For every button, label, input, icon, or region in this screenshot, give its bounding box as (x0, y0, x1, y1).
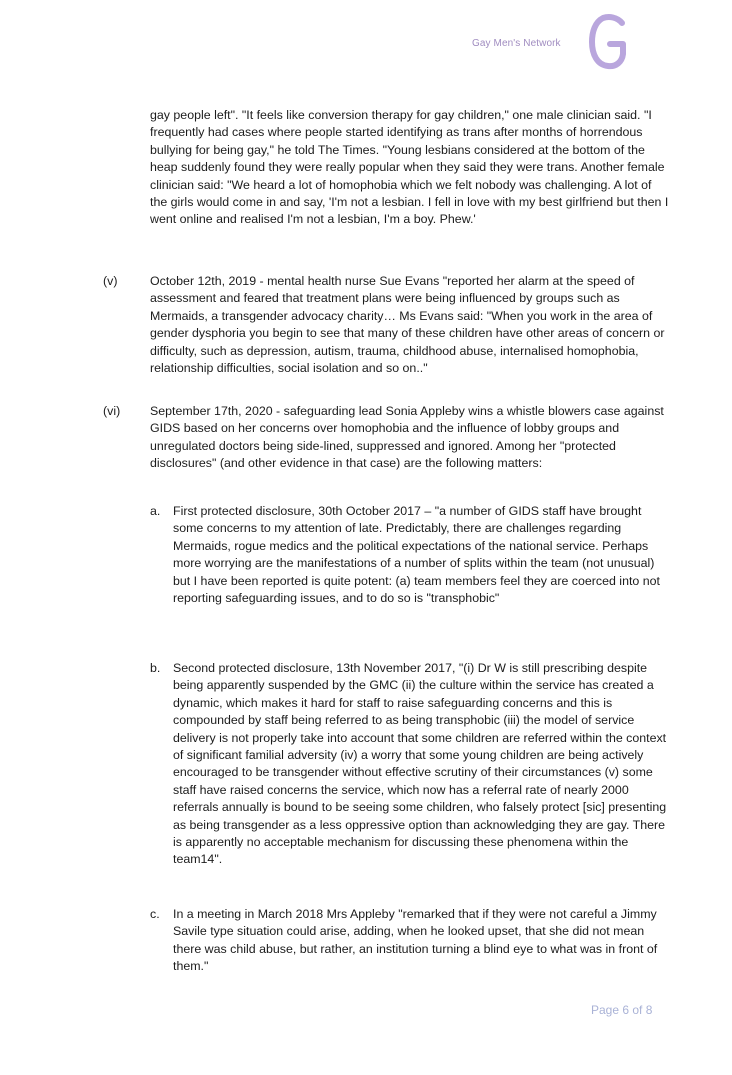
subitem-c-text: In a meeting in March 2018 Mrs Appleby "remarked that if they were not careful a Jimmy Savile type situation could arise, adding, when he looked upset, that she did not mean there was child abuse, but rather, an institution turning a blind eye to what was in front of them." (173, 907, 658, 974)
logo-g-icon (588, 14, 628, 70)
item-numeral: (vi) (103, 404, 121, 418)
subitem-letter: c. (150, 907, 160, 921)
item-numeral: (v) (103, 274, 118, 288)
intro-paragraph: gay people left". "It feels like conversion therapy for gay children," one male clinician said. "I frequently had cases where people started identifying as trans after months of horrendous bullying for being gay," he told The Times. "Young lesbians considered at the bottom of the heap suddenly found they were really popular when they said they were trans. Another female clinician said: "We heard a lot of homophobia which we felt nobody was challenging. A lot of the girls would come in and say, 'I'm not a lesbian. I fell in love with my best girlfriend but then I went online and realised I'm not a lesbian, I'm a boy. Phew.' (150, 108, 669, 227)
logo-text: Gay Men's Network (472, 38, 561, 49)
header-logo (472, 14, 662, 72)
page-number: Page 6 of 8 (591, 1003, 653, 1017)
item-v-text: October 12th, 2019 - mental health nurse Sue Evans "reported her alarm at the speed of assessment and feared that treatment plans were being influenced by groups such as Mermaids, a transgender advocacy charity… Ms Evans said: "When you work in the area of gender dysphoria you begin to see that many of these children have other areas of concern or difficulty, such as depression, autism, trauma, childhood abuse, internalised homophobia, relationship difficulties, social isolation and so on.." (150, 274, 665, 376)
subitem-a-text: First protected disclosure, 30th October 2017 – "a number of GIDS staff have brought some concerns to my attention of late. Predictably, there are challenges regarding Mermaids, rogue medics and the political expectations of the national service. Perhaps more worrying are the manifestations of a number of splits within the team (not unusual) but I have been reported is quite potent: (a) team members feel they are coerced into not reporting safeguarding issues, and to do so is "transphobic" (173, 504, 660, 606)
item-vi-text: September 17th, 2020 - safeguarding lead Sonia Appleby wins a whistle blowers case against GIDS based on her concerns over homophobia and the influence of lobby groups and unregulated doctors being side-lined, suppressed and ignored. Among her "protected disclosures" (and other evidence in that case) are the following matters: (150, 404, 664, 471)
subitem-b-text: Second protected disclosure, 13th November 2017, "(i) Dr W is still prescribing despite being apparently suspended by the GMC (ii) the culture within the service has created a dynamic, which makes it hard for staff to raise safeguarding concerns and this is compounded by staff being referred to as being transphobic (iii) the model of service delivery is not properly take into account that some children are referred within the context of significant familial adversity (iv) a worry that some young children are being actively encouraged to be transgender without effective scrutiny of their circumstances (v) some staff have raised concerns the service, which now has a referral rate of nearly 2000 referrals annually is bound to be seeing some children, who falsely protect [sic] presenting as being transgender as a less oppressive option than acknowledging they are gay. There is apparently no acceptable mechanism for discussing these phenomena within the team14". (173, 661, 667, 867)
subitem-letter: b. (150, 661, 161, 675)
subitem-letter: a. (150, 504, 161, 518)
